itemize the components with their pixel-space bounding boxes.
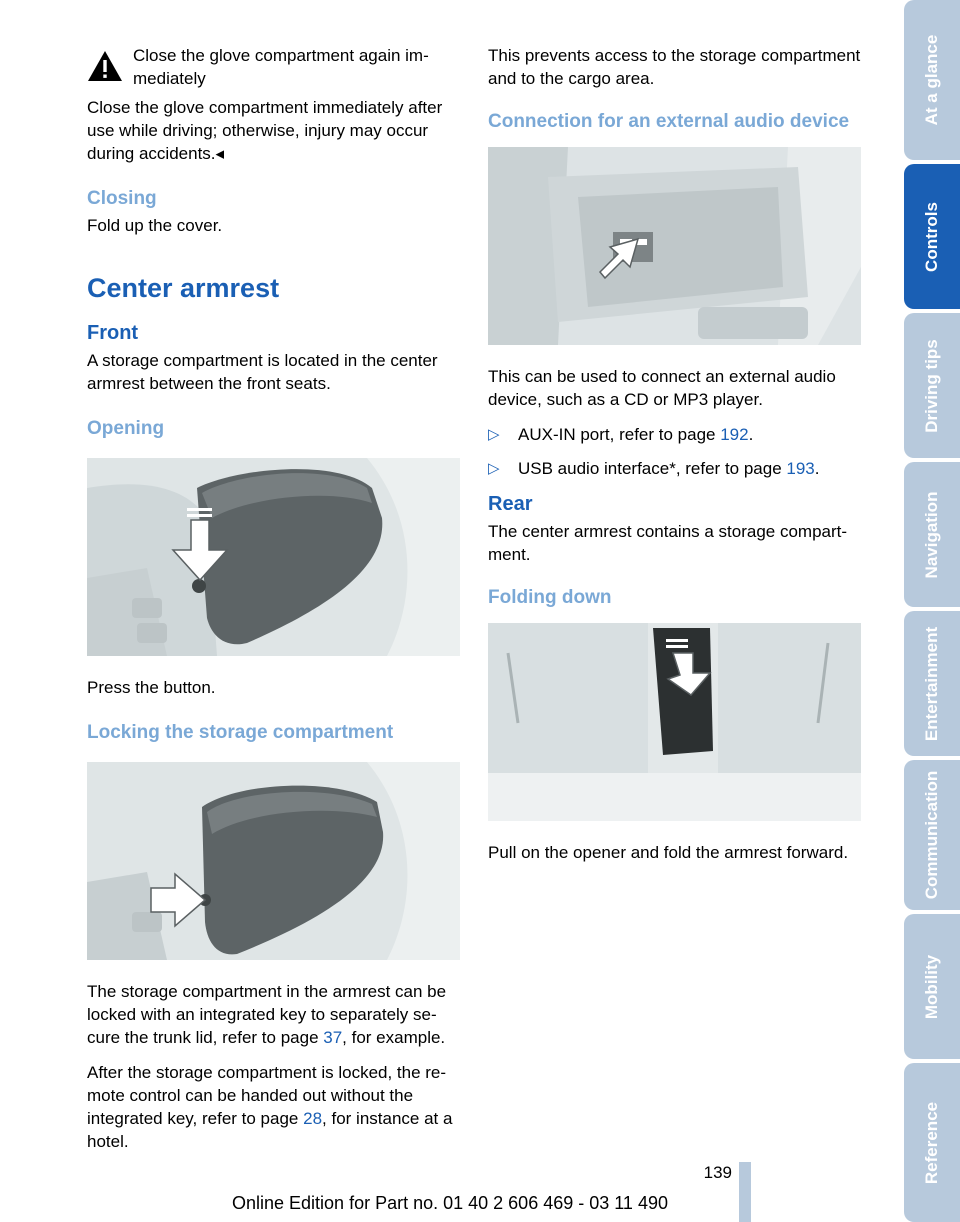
after-text-end: , for instance at a hotel.: [87, 1109, 453, 1151]
footer-edition-text: Online Edition for Part no. 01 40 2 606 469 - 03 11 490: [232, 1193, 668, 1213]
tab-entertainment[interactable]: [904, 611, 960, 756]
rear-text: The center armrest contains a storage compartment.: [488, 522, 848, 564]
after-text-start: After the storage compartment is locked, the remote control can be handed out without the integrated key, refer to page: [87, 1063, 447, 1128]
folding-heading: Folding down: [488, 587, 612, 608]
opening-caption: Press the button.: [87, 678, 216, 697]
tab-at-a-glance[interactable]: [904, 0, 960, 160]
folding-caption: Pull on the opener and fold the armrest forward.: [488, 843, 849, 862]
bullet-text-end: .: [814, 459, 820, 478]
left-column: [87, 44, 461, 1153]
tab-communication[interactable]: [904, 760, 960, 910]
armrest-locking-figure: [87, 762, 460, 960]
page-link-28[interactable]: 28: [303, 1109, 323, 1128]
right-column: [488, 44, 862, 876]
after-locking-text: [87, 1061, 461, 1153]
warning-triangle-icon: [87, 50, 123, 82]
rear-heading: Rear: [488, 493, 533, 515]
tab-navigation[interactable]: [904, 462, 960, 607]
tab-label: Communication: [922, 770, 941, 900]
audio-heading: Connection for an external audio device: [488, 111, 850, 132]
page-number: 139: [703, 1163, 732, 1182]
aux-port-figure: [488, 147, 861, 345]
bullet-text: AUX-IN port, refer to page: [518, 425, 721, 444]
audio-text: This can be used to connect an external audio device, such as a CD or MP3 player.: [488, 367, 836, 409]
armrest-opening-figure: [87, 458, 460, 656]
locking-text-start: The storage compartment in the armrest can be locked with an integrated key to separately secure the trunk lid, refer to page: [87, 982, 447, 1047]
tab-label: Entertainment: [922, 626, 941, 741]
triangle-bullet-icon: ▷: [488, 426, 500, 443]
page-link-193[interactable]: 193: [786, 459, 815, 478]
tab-controls[interactable]: [904, 164, 960, 309]
closing-heading: Closing: [87, 188, 157, 209]
rear-armrest-figure: [488, 623, 861, 821]
tab-label: Controls: [922, 201, 941, 272]
warning-text: Close the glove compartment immediately after use while driving; otherwise, injury may occur during accidents.◂: [87, 98, 443, 163]
tab-driving-tips[interactable]: [904, 313, 960, 458]
tab-label: Reference: [922, 1101, 941, 1184]
tab-label: Navigation: [922, 491, 941, 578]
list-item: [488, 423, 862, 446]
page-link-192[interactable]: 192: [720, 425, 749, 444]
locking-text: [87, 980, 461, 1049]
list-item: [488, 457, 862, 480]
tab-mobility[interactable]: [904, 914, 960, 1059]
locking-heading: Locking the storage compartment: [87, 722, 394, 743]
closing-text: Fold up the cover.: [87, 216, 223, 235]
triangle-bullet-icon: ▷: [488, 460, 500, 477]
front-heading: Front: [87, 322, 139, 344]
front-text: A storage compartment is located in the center armrest between the front seats.: [87, 351, 438, 393]
tab-label: Driving tips: [922, 338, 941, 433]
prevents-text: This prevents access to the storage compartment and to the cargo area.: [488, 46, 861, 88]
locking-text-end: , for example.: [342, 1028, 446, 1047]
audio-options-list: [488, 423, 862, 480]
chapter-title: Center armrest: [87, 273, 280, 303]
tab-reference[interactable]: [904, 1063, 960, 1222]
opening-heading: Opening: [87, 418, 165, 439]
tab-label: At a glance: [922, 34, 941, 126]
bullet-text: USB audio interface*, refer to page: [518, 459, 787, 478]
warning-title: Close the glove compartment again immediately: [133, 46, 429, 88]
chapter-sidebar: [900, 0, 960, 1222]
page-link-37[interactable]: 37: [323, 1028, 343, 1047]
warning-box: [87, 44, 461, 90]
bullet-text-end: .: [748, 425, 754, 444]
tab-label: Mobility: [922, 954, 941, 1019]
